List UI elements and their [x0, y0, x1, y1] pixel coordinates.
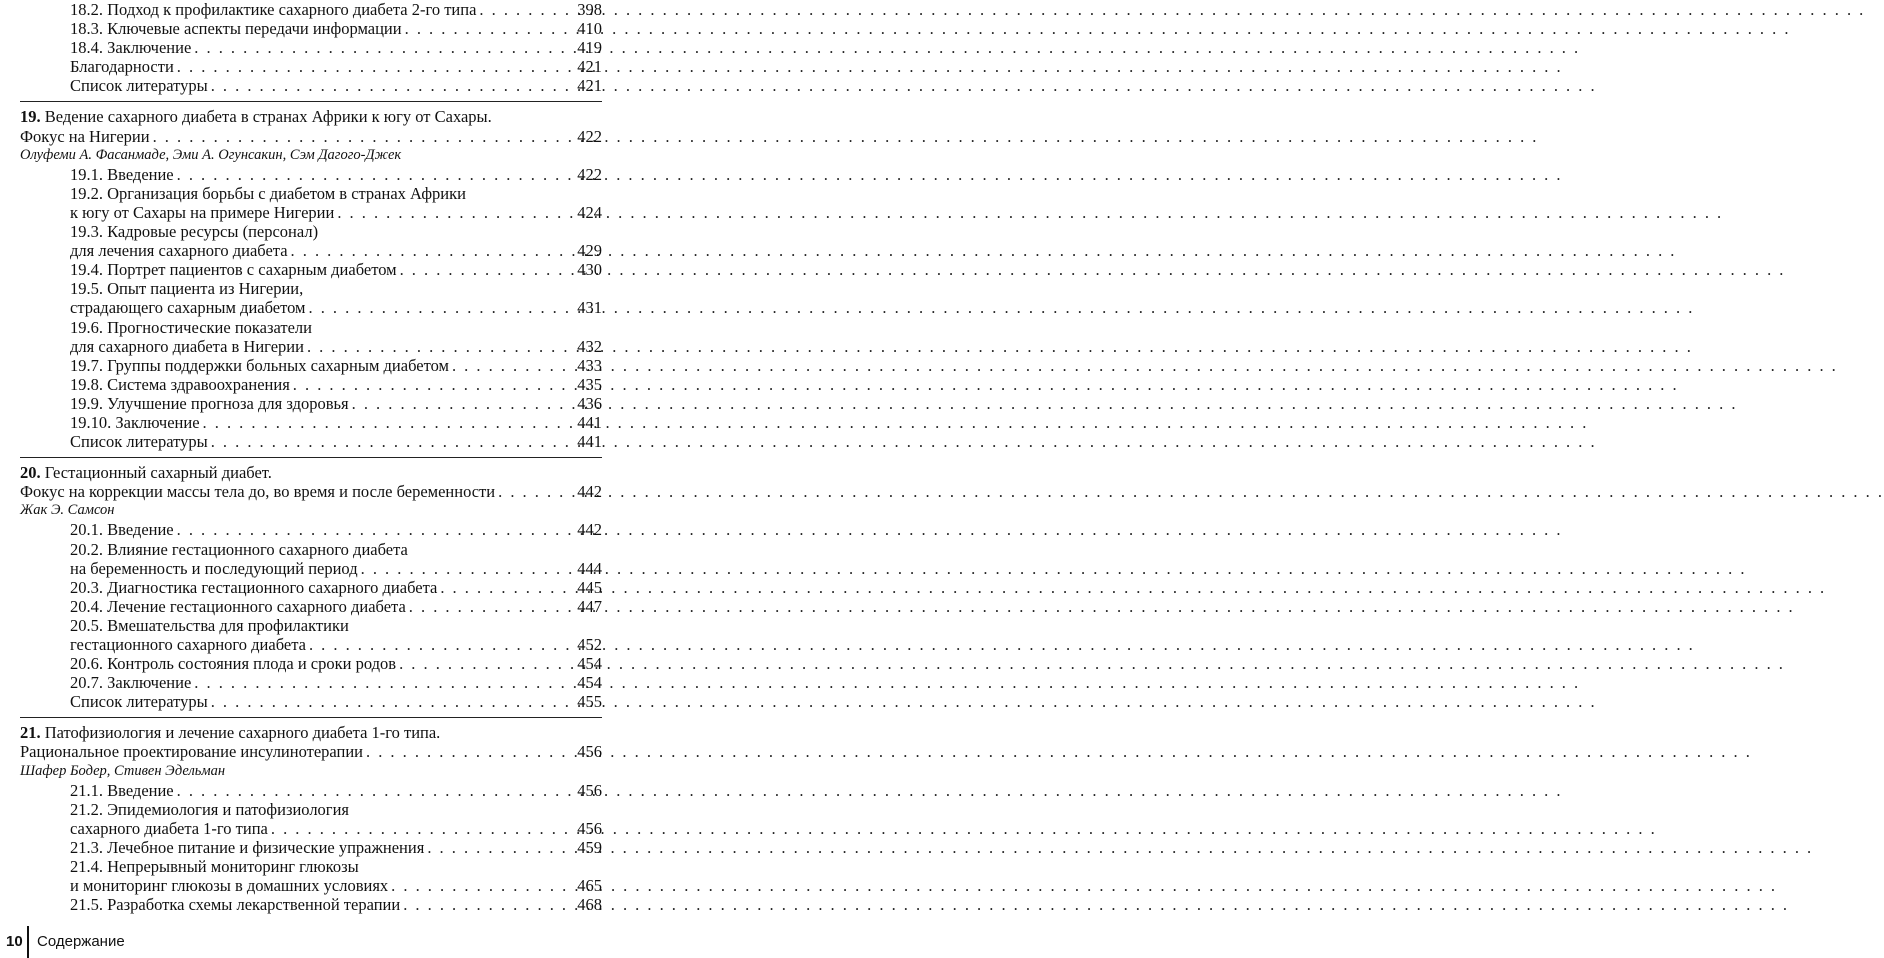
toc-entry-text: 18.3. Ключевые аспекты передачи информации	[70, 19, 402, 39]
dot-leader	[211, 76, 575, 95]
toc-entry	[20, 19, 602, 38]
dot-leader	[194, 673, 574, 692]
toc-entry	[20, 318, 602, 356]
toc-entry-text: к югу от Сахары на примере Нигерии	[70, 202, 335, 222]
toc-entry-text: 21.2. Эпидемиология и патофизиология	[70, 799, 349, 819]
toc-entry-line	[20, 857, 602, 876]
toc-page-number: 429	[577, 241, 602, 261]
toc-entry-line	[20, 800, 602, 819]
dot-leader	[271, 819, 574, 838]
dot-leader	[498, 482, 574, 501]
toc-entry-text: 20.7. Заключение	[70, 673, 192, 693]
toc-entry-text: сахарного диабета 1-го типа	[70, 818, 268, 838]
toc-page-number: 421	[577, 76, 602, 96]
toc-entry-text: 19.5. Опыт пациента из Нигерии,	[70, 279, 304, 299]
chapter-separator	[20, 101, 602, 102]
chapter-number: 19.	[20, 107, 41, 127]
dot-leader	[203, 413, 575, 432]
toc-entry	[20, 857, 602, 895]
dot-leader	[452, 356, 574, 375]
toc-entry-text: гестационного сахарного диабета	[70, 635, 306, 654]
toc-entry	[20, 165, 602, 184]
page-number: 10	[6, 933, 23, 950]
toc-entry-line	[20, 781, 602, 800]
toc-page-number: 419	[577, 38, 602, 58]
toc-entry-text: для сахарного диабета в Нигерии	[70, 336, 304, 356]
dot-leader	[427, 838, 574, 857]
toc-entry-text: Список литературы	[70, 692, 208, 712]
toc-page-number: 441	[577, 412, 602, 432]
toc-page-number: 424	[577, 202, 602, 222]
dot-leader	[307, 337, 574, 356]
toc-entry-text: 18.4. Заключение	[70, 38, 192, 58]
chapter-title-line	[20, 127, 602, 146]
toc-entry-line	[20, 673, 602, 692]
toc-page-number: 465	[577, 876, 602, 896]
toc-entry-line	[20, 279, 602, 298]
chapter-block	[20, 463, 602, 711]
toc-page-number: 456	[577, 818, 602, 838]
toc-entry-line	[20, 597, 602, 616]
toc-page-number: 410	[577, 19, 602, 39]
dot-leader	[293, 375, 574, 394]
toc-entry-line	[20, 394, 602, 413]
toc-entry	[20, 432, 602, 451]
toc-page-number: 456	[577, 742, 602, 762]
toc-entry-line	[20, 337, 602, 356]
toc-entry	[20, 0, 602, 19]
dot-leader	[211, 432, 575, 451]
dot-leader	[361, 559, 575, 578]
toc-entry-line	[20, 57, 602, 76]
toc-page-number: 432	[577, 336, 602, 356]
toc-entry	[20, 781, 602, 800]
chapter-title-text: Гестационный сахарный диабет.	[44, 463, 272, 483]
toc-entry-text: 19.9. Улучшение прогноза для здоровья	[70, 393, 349, 413]
toc-entry-line	[20, 876, 602, 895]
toc-page-number: 445	[577, 577, 602, 597]
toc-entry-line	[20, 76, 602, 95]
toc-entry-line	[20, 298, 602, 317]
toc-entry-text: 20.1. Введение	[70, 520, 174, 540]
dot-leader	[309, 635, 574, 654]
toc-entry	[20, 356, 602, 375]
dot-leader	[440, 578, 574, 597]
dot-leader	[177, 57, 574, 76]
toc-entry-line	[20, 654, 602, 673]
toc-page-number: 442	[577, 482, 602, 502]
toc-entry	[20, 692, 602, 711]
chapter-title-line	[20, 463, 602, 482]
toc-page-number: 422	[577, 126, 602, 146]
toc-page-number: 444	[577, 558, 602, 578]
chapter-title-line	[20, 723, 602, 742]
toc-entry-line	[20, 184, 602, 203]
toc-entry-text: 21.3. Лечебное питание и физические упражнения	[70, 837, 425, 857]
toc-entry-text: страдающего сахарным диабетом	[70, 298, 306, 318]
toc-entry	[20, 520, 602, 539]
chapter-title-line	[20, 742, 602, 761]
toc-entry-line	[20, 413, 602, 432]
toc-entry-text: 19.4. Портрет пациентов с сахарным диабетом	[70, 260, 397, 280]
toc-entry	[20, 279, 602, 317]
toc-entry-text: 19.7. Группы поддержки больных сахарным диабетом	[70, 355, 449, 375]
toc-entry-text: 19.1. Введение	[70, 164, 174, 184]
chapter-authors: Олуфеми А. Фасанмаде, Эми А. Огунсакин, Сэм Дагого-Джек	[20, 146, 402, 163]
dot-leader	[308, 298, 574, 317]
toc-page-number: 436	[577, 393, 602, 413]
toc-page-number: 447	[577, 596, 602, 616]
toc-entry-line	[20, 692, 602, 711]
toc-entry-line	[20, 819, 602, 838]
running-title: Содержание	[37, 933, 125, 950]
toc-entry-line	[20, 616, 602, 635]
toc-entry	[20, 654, 602, 673]
toc-entry-line	[20, 222, 602, 241]
toc-page-number: 435	[577, 374, 602, 394]
toc-entry	[20, 184, 602, 222]
dot-leader	[403, 895, 574, 914]
toc-entry-text: 20.4. Лечение гестационного сахарного диабета	[70, 596, 406, 616]
toc-entry	[20, 222, 602, 260]
dot-leader	[177, 165, 575, 184]
toc-entry-line	[20, 635, 602, 654]
toc-entry	[20, 76, 602, 95]
toc-page-number: 430	[577, 260, 602, 280]
dot-leader	[211, 692, 575, 711]
chapter-number: 20.	[20, 463, 41, 483]
toc-page-number: 456	[577, 780, 602, 800]
toc-entry-line	[20, 520, 602, 539]
table-of-contents	[20, 0, 602, 914]
toc-entry-line	[20, 165, 602, 184]
toc-entry-text: 18.2. Подход к профилактике сахарного диабета 2-го типа	[70, 0, 477, 19]
toc-entry-line	[20, 838, 602, 857]
toc-entry-line	[20, 895, 602, 914]
toc-entry-line	[20, 203, 602, 222]
dot-leader	[177, 520, 575, 539]
chapter-title-text: Ведение сахарного диабета в странах Африки к югу от Сахары.	[44, 107, 492, 127]
dot-leader	[337, 203, 574, 222]
toc-page-number: 431	[577, 298, 602, 318]
toc-entry-text: 20.6. Контроль состояния плода и сроки родов	[70, 654, 397, 674]
toc-entry-line	[20, 375, 602, 394]
toc-entry-line	[20, 318, 602, 337]
toc-entry-text: Список литературы	[70, 76, 208, 96]
toc-entry-text: Благодарности	[70, 57, 174, 77]
toc-entry	[20, 800, 602, 838]
toc-page-number: 454	[577, 654, 602, 674]
chapter-title-line	[20, 107, 602, 126]
chapter-block	[20, 107, 602, 451]
toc-page-number: 441	[577, 432, 602, 452]
toc-page-number: 459	[577, 837, 602, 857]
dot-leader	[391, 876, 574, 895]
chapter-separator	[20, 717, 602, 718]
toc-entry-text: 19.10. Заключение	[70, 412, 200, 432]
toc-entry	[20, 260, 602, 279]
toc-page-number: 398	[577, 0, 602, 19]
footer-divider	[27, 926, 29, 958]
page-footer	[0, 926, 620, 958]
dot-leader	[409, 597, 574, 616]
toc-entry-text: 19.8. Система здравоохранения	[70, 374, 290, 394]
chapter-title-text: Фокус на коррекции массы тела до, во время и после беременности	[20, 482, 496, 502]
toc-entry-text: 20.5. Вмешательства для профилактики	[70, 615, 349, 635]
dot-leader	[352, 394, 575, 413]
toc-entry	[20, 597, 602, 616]
toc-entry-line	[20, 432, 602, 451]
toc-entry	[20, 57, 602, 76]
chapter-block	[20, 723, 602, 914]
dot-leader	[177, 781, 575, 800]
toc-entry-line	[20, 19, 602, 38]
toc-page-number: 422	[577, 164, 602, 184]
toc-entry-text: на беременность и последующий период	[70, 558, 358, 578]
dot-leader	[291, 241, 575, 260]
toc-entry	[20, 413, 602, 432]
chapter-title-text: Фокус на Нигерии	[20, 126, 150, 146]
dot-leader	[479, 0, 574, 19]
toc-entry-text: 19.6. Прогностические показатели	[70, 317, 312, 337]
toc-page-number: 468	[577, 895, 602, 915]
toc-entry-line	[20, 356, 602, 375]
toc-entry	[20, 375, 602, 394]
dot-leader	[399, 654, 574, 673]
toc-entry	[20, 673, 602, 692]
chapter-authors: Жак Э. Самсон	[20, 502, 115, 519]
toc-page-number: 454	[577, 673, 602, 693]
chapter-separator	[20, 457, 602, 458]
toc-entry-line	[20, 540, 602, 559]
dot-leader	[194, 38, 574, 57]
toc-entry-line	[20, 578, 602, 597]
dot-leader	[366, 742, 574, 761]
toc-entry-text: 21.4. Непрерывный мониторинг глюкозы	[70, 857, 359, 877]
chapter-title-text: Рациональное проектирование инсулинотерапии	[20, 742, 363, 762]
toc-entry	[20, 895, 602, 914]
toc-entry-text: для лечения сахарного диабета	[70, 241, 288, 261]
toc-entry-text: 19.3. Кадровые ресурсы (персонал)	[70, 222, 319, 242]
toc-entry-text: 19.2. Организация борьбы с диабетом в странах Африки	[70, 183, 466, 203]
toc-entry-text: 21.5. Разработка схемы лекарственной терапии	[70, 895, 401, 915]
toc-entry-line	[20, 559, 602, 578]
toc-entry	[20, 38, 602, 57]
toc-entry	[20, 394, 602, 413]
dot-leader	[400, 260, 575, 279]
chapter-authors: Шафер Бодер, Стивен Эдельман	[20, 762, 226, 779]
dot-leader	[153, 127, 575, 146]
toc-entry-line	[20, 0, 602, 19]
toc-page-number: 452	[577, 635, 602, 654]
toc-entry-line	[20, 241, 602, 260]
toc-page-number: 421	[577, 57, 602, 77]
toc-entry-text: 20.2. Влияние гестационного сахарного диабета	[70, 539, 408, 559]
chapter-title-text: Патофизиология и лечение сахарного диабета 1-го типа.	[44, 723, 441, 743]
toc-entry-text: и мониторинг глюкозы в домашних условиях	[70, 876, 389, 896]
toc-entry-text: 21.1. Введение	[70, 780, 174, 800]
toc-entry	[20, 616, 602, 654]
toc-page-number: 442	[577, 520, 602, 540]
toc-entry-text: 20.3. Диагностика гестационного сахарного диабета	[70, 577, 438, 597]
toc-entry-line	[20, 260, 602, 279]
toc-entry	[20, 838, 602, 857]
dot-leader	[405, 19, 575, 38]
chapter-title-line	[20, 482, 602, 501]
toc-entry-line	[20, 38, 602, 57]
toc-entry	[20, 578, 602, 597]
toc-entry	[20, 540, 602, 578]
chapter-number: 21.	[20, 723, 41, 743]
toc-entry-text: Список литературы	[70, 432, 208, 452]
toc-page-number: 455	[577, 692, 602, 712]
toc-page-number: 433	[577, 355, 602, 375]
